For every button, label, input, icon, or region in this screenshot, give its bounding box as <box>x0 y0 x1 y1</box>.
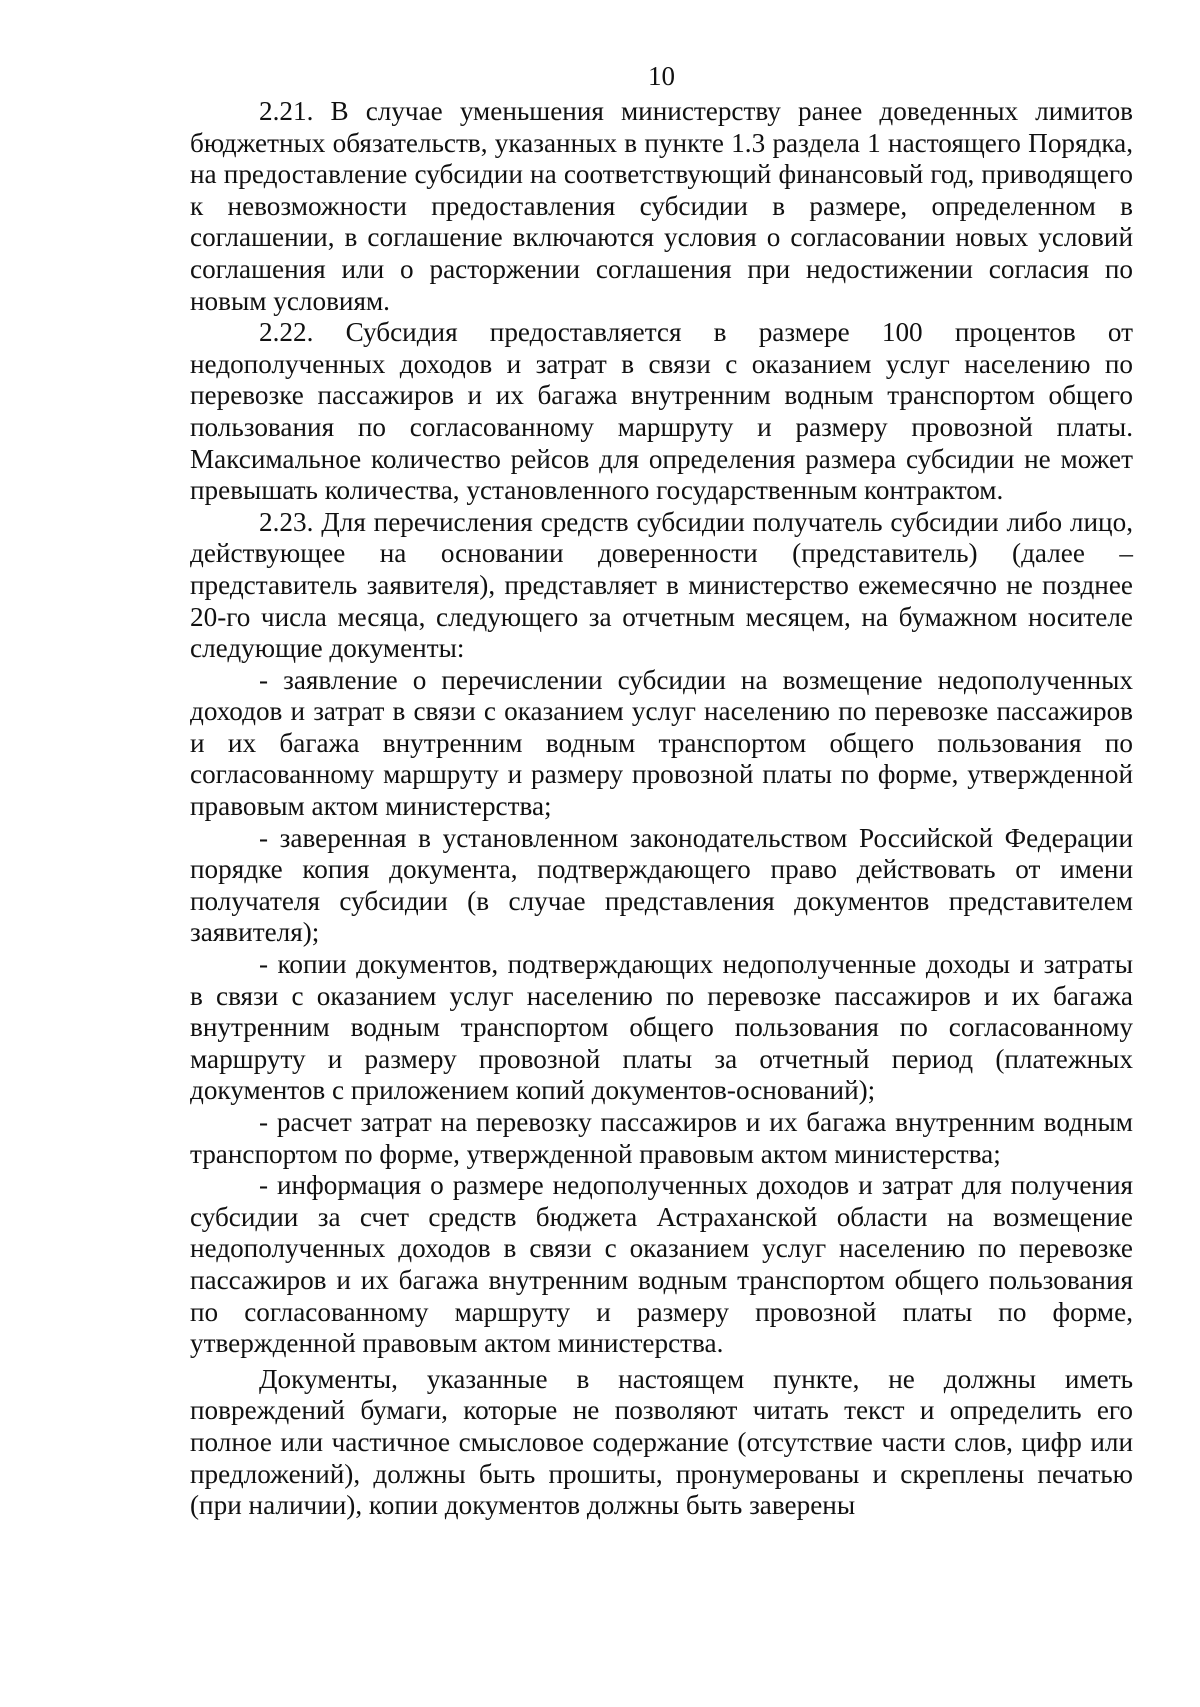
list-item-cost-calculation: - расчет затрат на перевозку пассажиров и их багажа внутренним водным транспортом по форме, утвержденной правовым актом министерства; <box>190 1107 1133 1169</box>
paragraph-2-23: 2.23. Для перечисления средств субсидии получатель субсидии либо лицо, действующее на основании доверенности (представитель) (далее – представитель заявителя), представляет в министерство ежемесячно не позднее 20-го числа месяца, следующего за отчетным месяцем, на бумажном носителе следующие документы: <box>190 506 1133 664</box>
document-page <box>190 56 1133 1522</box>
paragraph-documents-requirements: Документы, указанные в настоящем пункте, не должны иметь повреждений бумаги, которые не позволяют читать текст и определить его полное или частичное смысловое содержание (отсутствие части слов, цифр или предложений), должны быть прошиты, пронумерованы и скреплены печатью (при наличии), копии документов должны быть заверены <box>190 1363 1133 1521</box>
paragraph-2-22: 2.22. Субсидия предоставляется в размере 100 процентов от недополученных доходов и затрат в связи с оказанием услуг населению по перевозке пассажиров и их багажа внутренним водным транспортом общего пользования по согласованному маршруту и размеру провозной платы. Максимальное количество рейсов для определения размера субсидии не может превышать количества, установленного государственным контрактом. <box>190 317 1133 506</box>
list-item-information: - информация о размере недополученных доходов и затрат для получения субсидии за счет средств бюджета Астраханской области на возмещение недополученных доходов в связи с оказанием услуг населению по перевозке пассажиров и их багажа внутренним водным транспортом общего пользования по согласованному маршруту и размеру провозной платы по форме, утвержденной правовым актом министерства. <box>190 1170 1133 1359</box>
page-number: 10 <box>648 61 675 91</box>
list-item-application: - заявление о перечислении субсидии на возмещение недополученных доходов и затрат в связи с оказанием услуг населению по перевозке пассажиров и их багажа внутренним водным транспортом общего пользования по согласованному маршруту и размеру провозной платы по форме, утвержденной правовым актом министерства; <box>190 664 1133 822</box>
list-item-document-copies: - копии документов, подтверждающих недополученные доходы и затраты в связи с оказанием услуг населению по перевозке пассажиров и их багажа внутренним водным транспортом общего пользования по согласованному маршруту и размеру провозной платы за отчетный период (платежных документов с приложением копий документов-оснований); <box>190 949 1133 1106</box>
paragraph-2-21: 2.21. В случае уменьшения министерству ранее доведенных лимитов бюджетных обязательств, указанных в пункте 1.3 раздела 1 настоящего Порядка, на предоставление субсидии на соответствующий финансовый год, приводящего к невозможности предоставления субсидии в размере, определенном в соглашении, в соглашение включаются условия о согласовании новых условий соглашения или о расторжении соглашения при недостижении согласия по новым условиям. <box>190 96 1133 316</box>
list-item-certified-copy: - заверенная в установленном законодательством Российской Федерации порядке копия документа, подтверждающего право действовать от имени получателя субсидии (в случае представления документов представителем заявителя); <box>190 822 1133 948</box>
